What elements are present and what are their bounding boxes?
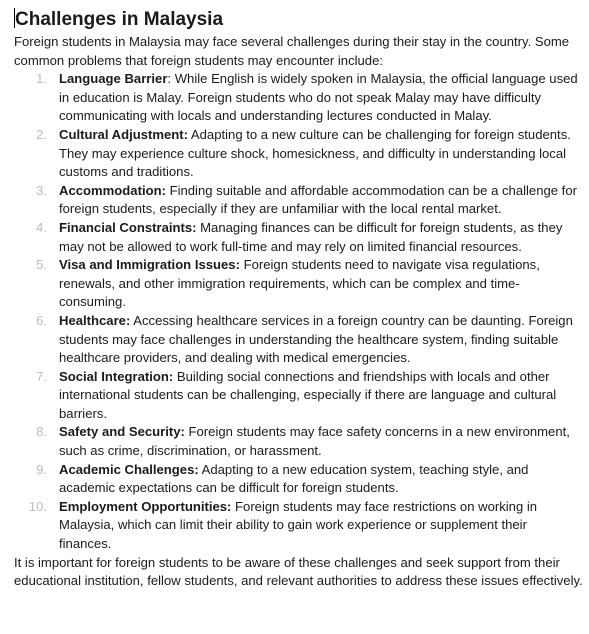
list-item — [14, 219, 584, 256]
list-item-text: Finding suitable and affordable accommodation can be a challenge for foreign students, especially if they are unfamiliar with the local rental market. — [59, 182, 577, 217]
intro-paragraph: Foreign students in Malaysia may face several challenges during their stay in the country. Some common problems that foreign students may encounter include: — [14, 34, 570, 68]
list-item-term: Financial Constraints: — [59, 219, 197, 235]
list-item-term: Academic Challenges: — [59, 461, 199, 477]
list-item-number: 7. — [36, 368, 47, 384]
list-item-term: Cultural Adjustment: — [59, 126, 188, 142]
list-item-text: Accessing healthcare services in a foreign country can be daunting. Foreign students may face challenges in understanding the healthcare system, finding suitable healthcare providers, and dealing with medical emergencies. — [59, 312, 573, 366]
list-item-number: 10. — [28, 498, 47, 514]
document-title — [14, 7, 584, 33]
list-item-number: 8. — [36, 424, 47, 440]
list-item-text: Building social connections and friendships with locals and other international students can be challenging, especially if there are language and cultural barriers. — [59, 368, 557, 421]
list-item-text: Managing finances can be difficult for foreign students, as they may not be allowed to work full-time and may rely on limited financial resources. — [59, 219, 563, 254]
list-item-number: 1. — [36, 71, 47, 87]
list-item-term: Social Integration: — [59, 368, 174, 384]
list-item-term: Language Barrier — [59, 71, 168, 87]
list-item-number: 2. — [36, 126, 47, 142]
list-item-term: Accommodation: — [59, 182, 166, 198]
list-item-term: Safety and Security: — [59, 424, 185, 440]
list-item-text: Foreign students may face restrictions on working in Malaysia, which can limit their ability to gain work experience or supplement their finances. — [59, 498, 538, 552]
list-item-number: 4. — [36, 219, 47, 235]
challenges-list — [14, 70, 584, 553]
conclusion-paragraph: It is important for foreign students to be aware of these challenges and seek support from their educational institution, fellow students, and relevant authorities to address these issues effectively. — [14, 554, 583, 589]
list-item-term: Employment Opportunities: — [59, 498, 232, 514]
list-item-text: Adapting to a new education system, teaching style, and academic expectations can be difficult for foreign students. — [59, 461, 529, 496]
list-item-number: 9. — [36, 461, 47, 477]
list-item — [14, 256, 584, 312]
list-item — [14, 312, 584, 368]
list-item-term: Healthcare: — [59, 312, 131, 328]
list-item-text: Foreign students need to navigate visa regulations, renewals, and other immigration requirements, which can be complex and time-consuming. — [59, 257, 540, 310]
list-item — [14, 461, 584, 498]
list-item-number: 3. — [36, 182, 47, 198]
list-item — [14, 423, 584, 460]
list-item — [14, 182, 584, 219]
list-item-number: 6. — [36, 312, 47, 328]
list-item — [14, 498, 584, 554]
list-item-term: Visa and Immigration Issues: — [59, 257, 240, 273]
list-item — [14, 368, 584, 424]
document-body[interactable] — [14, 7, 584, 591]
list-item-text: : While English is widely spoken in Malaysia, the official language used in education is Malay. Foreign students who do not speak Malay may have difficulty communicating with locals and understanding lectures conducted in Malay. — [59, 71, 578, 124]
list-item-text: Adapting to a new culture can be challenging for foreign students. They may experience culture shock, homesickness, and difficulty in understanding local customs and traditions. — [59, 126, 571, 180]
list-item — [14, 70, 584, 126]
document-title-text: Challenges in Malaysia — [15, 9, 224, 30]
list-item — [14, 126, 584, 182]
list-item-text: Foreign students may face safety concerns in a new environment, such as crime, discrimination, or harassment. — [59, 424, 570, 459]
list-item-number: 5. — [36, 257, 47, 273]
